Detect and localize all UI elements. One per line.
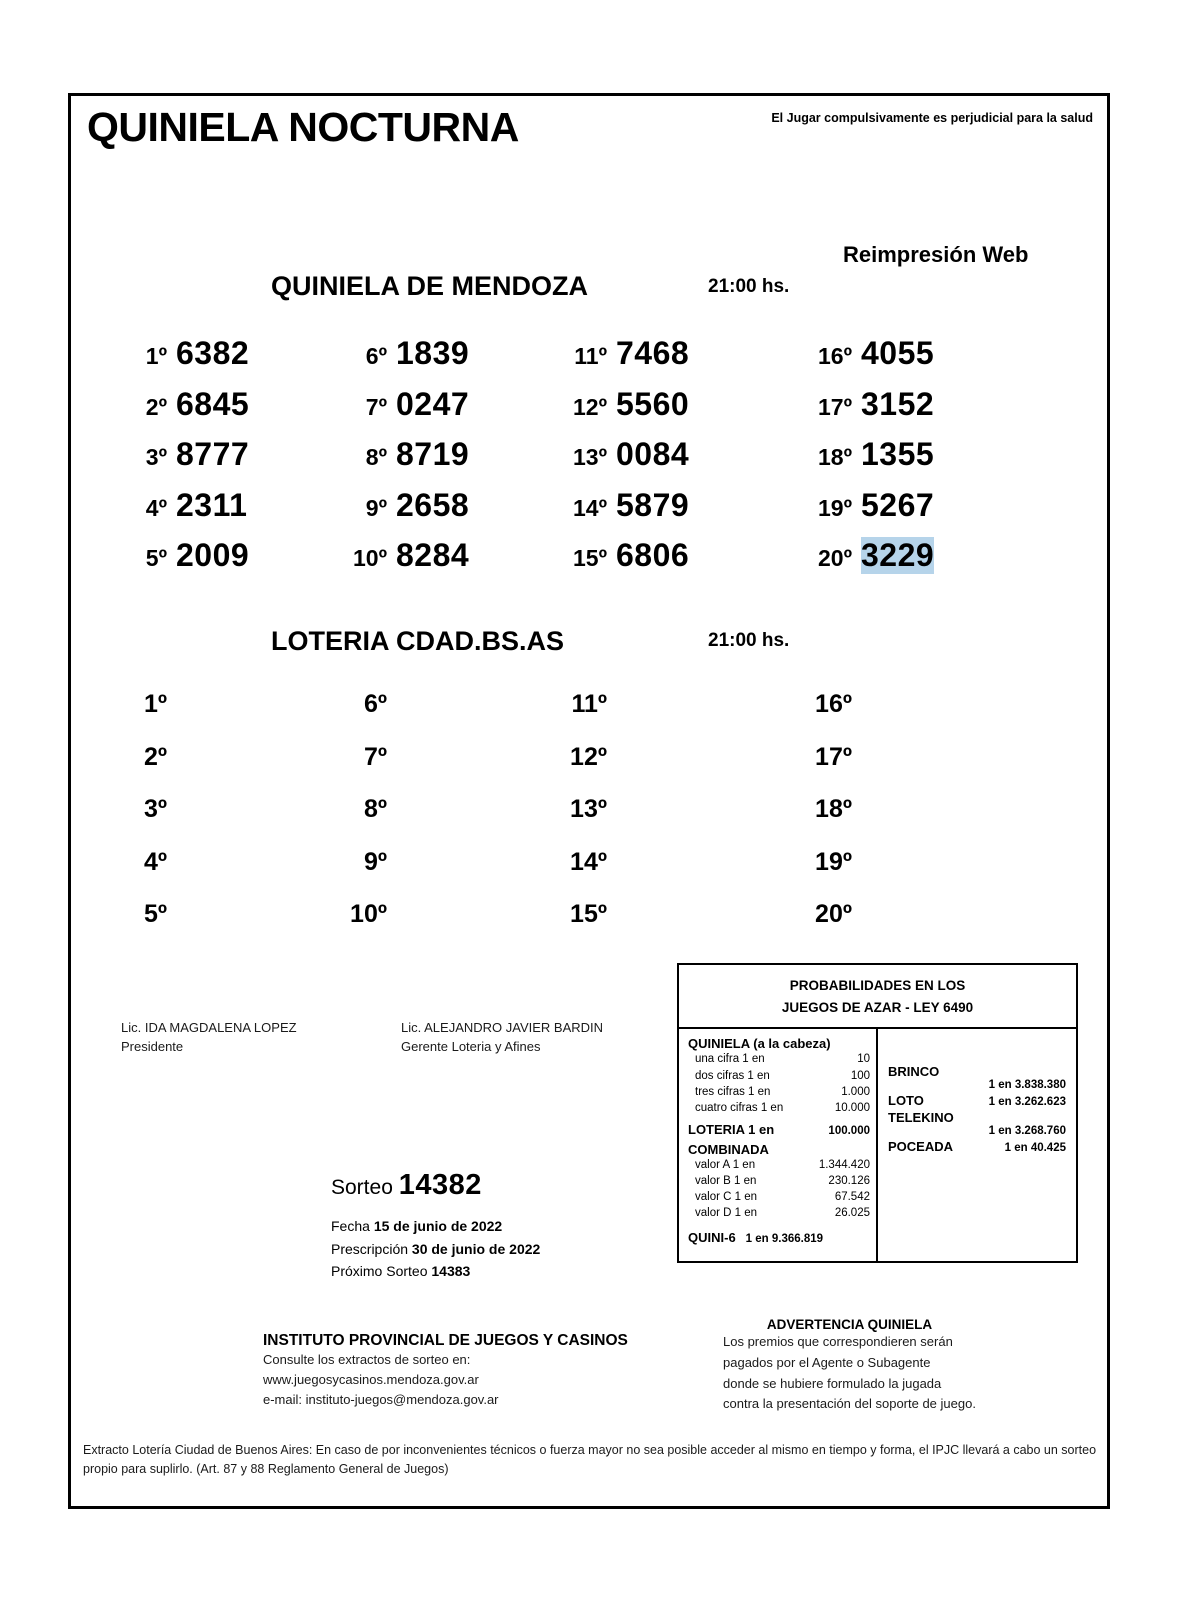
odds-value: 10	[857, 1053, 870, 1066]
result-number: 1839	[396, 335, 470, 371]
result-ordinal: 19º	[818, 494, 852, 521]
reimpresion-web-label: Reimpresión Web	[843, 242, 1029, 267]
probabilities-title	[679, 965, 1076, 1029]
advertencia-title: ADVERTENCIA QUINIELA	[766, 1317, 933, 1332]
result-ordinal: 17º	[818, 393, 852, 420]
quiniela-odds-row	[688, 1051, 870, 1067]
result-ordinal: 16º	[818, 343, 852, 369]
result-ordinal: 10º	[353, 545, 387, 571]
result-number: 2009	[176, 537, 250, 573]
combinada-odds-row	[688, 1189, 870, 1205]
result-ordinal: 3º	[145, 444, 167, 470]
quini6-odds-label: QUINI-6	[688, 1229, 736, 1245]
result-ordinal: 12º	[570, 742, 607, 771]
sorteo-prescripcion-value: 30 de junio de 2022	[411, 1240, 541, 1257]
result-ordinal: 17º	[815, 742, 852, 771]
result-row	[808, 795, 852, 824]
probabilities-title-line1: PROBABILIDADES EN LOS	[789, 978, 966, 993]
result-row	[343, 900, 387, 929]
institute-title: INSTITUTO PROVINCIAL DE JUEGOS Y CASINOS	[263, 1332, 628, 1349]
result-ordinal: 16º	[815, 690, 852, 718]
result-number: 4055	[861, 335, 935, 371]
result-row	[343, 537, 469, 574]
result-row	[343, 795, 387, 824]
extract-sheet	[68, 93, 1110, 1509]
odds-label: valor B 1 en	[695, 1174, 757, 1187]
result-row	[563, 848, 607, 877]
result-row	[563, 537, 689, 574]
result-ordinal: 14º	[573, 494, 607, 521]
advertencia-line-3: donde se hubiere formulado la jugada	[723, 1375, 942, 1391]
result-ordinal: 2º	[145, 393, 167, 420]
institute-footer	[263, 1332, 628, 1410]
other-game-odds	[888, 1110, 1068, 1137]
signature-role: Presidente	[121, 1038, 184, 1054]
result-number: 8284	[396, 537, 470, 573]
odds-label: valor C 1 en	[695, 1191, 758, 1204]
quiniela-odds-rows	[688, 1051, 870, 1116]
odds-label: una cifra 1 en	[695, 1053, 765, 1066]
result-ordinal: 5º	[143, 900, 167, 928]
result-ordinal: 8º	[365, 444, 387, 470]
result-number: 2311	[176, 486, 248, 523]
advertencia-line-4: contra la presentación del soporte de juego.	[723, 1396, 976, 1412]
result-row	[808, 335, 934, 372]
quini6-odds-value: 1 en 9.366.819	[745, 1232, 824, 1245]
other-game-value: 1 en 40.425	[1004, 1142, 1066, 1155]
signature-gerente	[401, 1019, 603, 1057]
probabilities-table	[677, 963, 1078, 1263]
result-row	[123, 487, 247, 524]
odds-label: cuatro cifras 1 en	[695, 1102, 784, 1115]
result-ordinal: 2º	[143, 742, 167, 771]
odds-label: valor A 1 en	[695, 1158, 756, 1171]
result-ordinal: 10º	[350, 900, 387, 928]
odds-label: valor D 1 en	[695, 1207, 758, 1220]
quiniela-odds-row	[688, 1084, 870, 1100]
signature-role: Gerente Loteria y Afines	[401, 1038, 541, 1054]
result-ordinal: 4º	[143, 847, 167, 876]
result-row	[808, 900, 852, 929]
result-row	[343, 690, 387, 719]
result-row	[343, 743, 387, 772]
other-game-name: LOTO	[888, 1093, 924, 1109]
result-row	[123, 743, 167, 772]
result-number: 6382	[176, 335, 250, 371]
result-ordinal: 11º	[574, 343, 607, 369]
result-ordinal: 14º	[570, 847, 607, 876]
result-row	[563, 335, 689, 372]
result-number: 7468	[616, 335, 690, 371]
result-number: 1355	[861, 436, 935, 472]
result-row	[563, 436, 689, 473]
section-time-loteria-bsas: 21:00 hs.	[708, 630, 790, 651]
combinada-odds-row	[688, 1157, 870, 1173]
signature-name: Lic. ALEJANDRO JAVIER BARDIN	[401, 1020, 604, 1035]
institute-email[interactable]: e-mail: instituto-juegos@mendoza.gov.ar	[263, 1392, 499, 1408]
sorteo-fecha-value: 15 de junio de 2022	[373, 1218, 503, 1234]
loteria-odds-row	[688, 1122, 870, 1137]
result-row	[808, 436, 934, 473]
result-ordinal: 20º	[818, 545, 852, 571]
result-row	[343, 487, 469, 524]
bottom-disclaimer: Extracto Lotería Ciudad de Buenos Aires: En caso de por inconvenientes técnicos o fuerza mayor no sea posible acceder al mismo en tiempo y forma, el IPJC llevará a cabo un sorteo propio para suplirlo. (Art. 87 y 88 Reglamento General de Juegos)	[83, 1443, 1097, 1477]
result-row	[808, 743, 852, 772]
other-game-name: BRINCO	[888, 1064, 940, 1080]
other-game-odds	[888, 1064, 1068, 1091]
result-number: 5560	[616, 385, 690, 422]
other-game-odds	[888, 1093, 1068, 1108]
result-row	[343, 386, 469, 423]
probabilities-title-line2: JUEGOS DE AZAR - LEY 6490	[781, 999, 974, 1015]
sorteo-headline	[331, 1169, 540, 1202]
loteria-odds-value: 100.000	[828, 1124, 870, 1137]
probabilities-left-column	[679, 1029, 878, 1261]
result-row	[808, 690, 852, 719]
section-time-quiniela-mendoza: 21:00 hs.	[708, 276, 790, 297]
result-ordinal: 6º	[365, 343, 387, 369]
result-row	[123, 848, 167, 877]
result-row	[563, 487, 689, 524]
sorteo-info-block	[331, 1169, 540, 1283]
result-ordinal: 7º	[363, 742, 387, 771]
result-ordinal: 1º	[143, 690, 167, 718]
other-game-value: 1 en 3.268.760	[988, 1125, 1066, 1138]
result-row	[563, 743, 607, 772]
result-number: 8719	[396, 436, 470, 472]
result-row	[808, 537, 934, 574]
other-game-value: 1 en 3.838.380	[988, 1079, 1066, 1092]
institute-line-consulte: Consulte los extractos de sorteo en:	[263, 1352, 471, 1367]
result-number: 0084	[616, 436, 690, 472]
probabilities-right-column	[878, 1029, 1076, 1261]
result-number: 5267	[861, 486, 935, 523]
result-ordinal: 11º	[571, 690, 607, 718]
result-row	[563, 386, 689, 423]
result-ordinal: 3º	[143, 795, 167, 823]
odds-value: 67.542	[834, 1191, 870, 1204]
result-ordinal: 15º	[570, 900, 607, 928]
combinada-odds-rows	[688, 1157, 870, 1222]
quiniela-group-title: QUINIELA (a la cabeza)	[688, 1036, 831, 1052]
other-games-odds-list	[888, 1036, 1068, 1154]
signature-presidente	[121, 1019, 297, 1057]
advertencia-line-2: pagados por el Agente o Subagente	[723, 1354, 931, 1370]
result-ordinal: 20º	[815, 900, 852, 928]
result-ordinal: 15º	[573, 545, 607, 571]
result-row	[563, 900, 607, 929]
result-ordinal: 19º	[815, 847, 852, 876]
other-game-name: POCEADA	[888, 1139, 954, 1155]
signature-name: Lic. IDA MAGDALENA LOPEZ	[121, 1020, 297, 1035]
result-row	[123, 386, 249, 423]
result-number: 8777	[176, 436, 250, 472]
result-ordinal: 4º	[145, 494, 167, 521]
odds-label: tres cifras 1 en	[695, 1085, 771, 1098]
result-ordinal: 13º	[570, 795, 607, 823]
combinada-group-title: COMBINADA	[688, 1141, 769, 1157]
odds-value: 26.025	[834, 1207, 870, 1220]
result-row	[343, 848, 387, 877]
quini6-odds-row	[688, 1230, 870, 1245]
sorteo-proximo-row	[331, 1260, 540, 1283]
result-row	[808, 848, 852, 877]
sorteo-meta	[331, 1215, 540, 1283]
result-number-highlighted: 3229	[861, 537, 935, 573]
result-number: 5879	[616, 486, 690, 523]
probabilities-body	[679, 1029, 1076, 1261]
result-row	[123, 436, 249, 473]
result-number: 6845	[176, 385, 250, 422]
sorteo-fecha-label: Fecha	[331, 1218, 370, 1234]
sorteo-prescripcion-label: Prescripción	[331, 1240, 409, 1257]
sorteo-label: Sorteo	[331, 1176, 393, 1199]
result-row	[808, 487, 934, 524]
result-number: 6806	[616, 537, 690, 573]
result-ordinal: 1º	[145, 343, 167, 369]
result-number: 3152	[861, 385, 935, 422]
odds-value: 230.126	[828, 1174, 870, 1187]
section-title-loteria-bsas: LOTERIA CDAD.BS.AS	[271, 626, 565, 656]
result-row	[123, 537, 249, 574]
sorteo-number: 14382	[398, 1169, 482, 1201]
result-row	[563, 690, 607, 719]
result-ordinal: 8º	[363, 795, 387, 823]
quiniela-odds-row	[688, 1100, 870, 1116]
odds-value: 100	[850, 1069, 870, 1082]
odds-value: 10.000	[834, 1102, 870, 1115]
other-game-odds	[888, 1139, 1068, 1154]
institute-website[interactable]: www.juegosycasinos.mendoza.gov.ar	[263, 1372, 479, 1388]
result-ordinal: 6º	[363, 690, 387, 718]
other-game-value: 1 en 3.262.623	[988, 1096, 1066, 1109]
combinada-odds-row	[688, 1173, 870, 1189]
result-ordinal: 12º	[573, 393, 607, 420]
combinada-odds-row	[688, 1205, 870, 1221]
result-number: 0247	[396, 385, 470, 422]
sorteo-prescripcion-row	[331, 1238, 540, 1261]
result-number: 2658	[396, 486, 470, 523]
result-ordinal: 7º	[365, 393, 387, 420]
loteria-odds-label: LOTERIA 1 en	[688, 1121, 775, 1137]
result-row	[123, 335, 249, 372]
result-row	[563, 795, 607, 824]
result-row	[123, 795, 167, 824]
result-ordinal: 9º	[365, 494, 387, 521]
other-game-name: TELEKINO	[888, 1110, 954, 1126]
result-row	[123, 690, 167, 719]
result-row	[808, 386, 934, 423]
result-ordinal: 13º	[573, 444, 607, 470]
section-title-quiniela-mendoza: QUINIELA DE MENDOZA	[271, 271, 588, 301]
page-title: QUINIELA NOCTURNA	[87, 104, 519, 150]
result-row	[123, 900, 167, 929]
result-ordinal: 18º	[815, 795, 852, 823]
sorteo-proximo-label: Próximo Sorteo	[331, 1263, 428, 1280]
result-row	[343, 335, 469, 372]
result-ordinal: 5º	[145, 545, 167, 571]
gambling-warning-text: El Jugar compulsivamente es perjudicial para la salud	[771, 111, 1093, 125]
result-row	[343, 436, 469, 473]
odds-label: dos cifras 1 en	[695, 1069, 770, 1082]
sorteo-proximo-value: 14383	[431, 1263, 471, 1280]
quiniela-odds-row	[688, 1068, 870, 1084]
odds-value: 1.344.420	[818, 1158, 870, 1171]
result-ordinal: 18º	[818, 444, 852, 470]
advertencia-line-1: Los premios que correspondieren serán	[723, 1334, 953, 1349]
advertencia-block	[723, 1317, 976, 1415]
odds-value: 1.000	[841, 1085, 870, 1098]
sorteo-fecha-row	[331, 1215, 540, 1238]
result-ordinal: 9º	[363, 847, 387, 876]
